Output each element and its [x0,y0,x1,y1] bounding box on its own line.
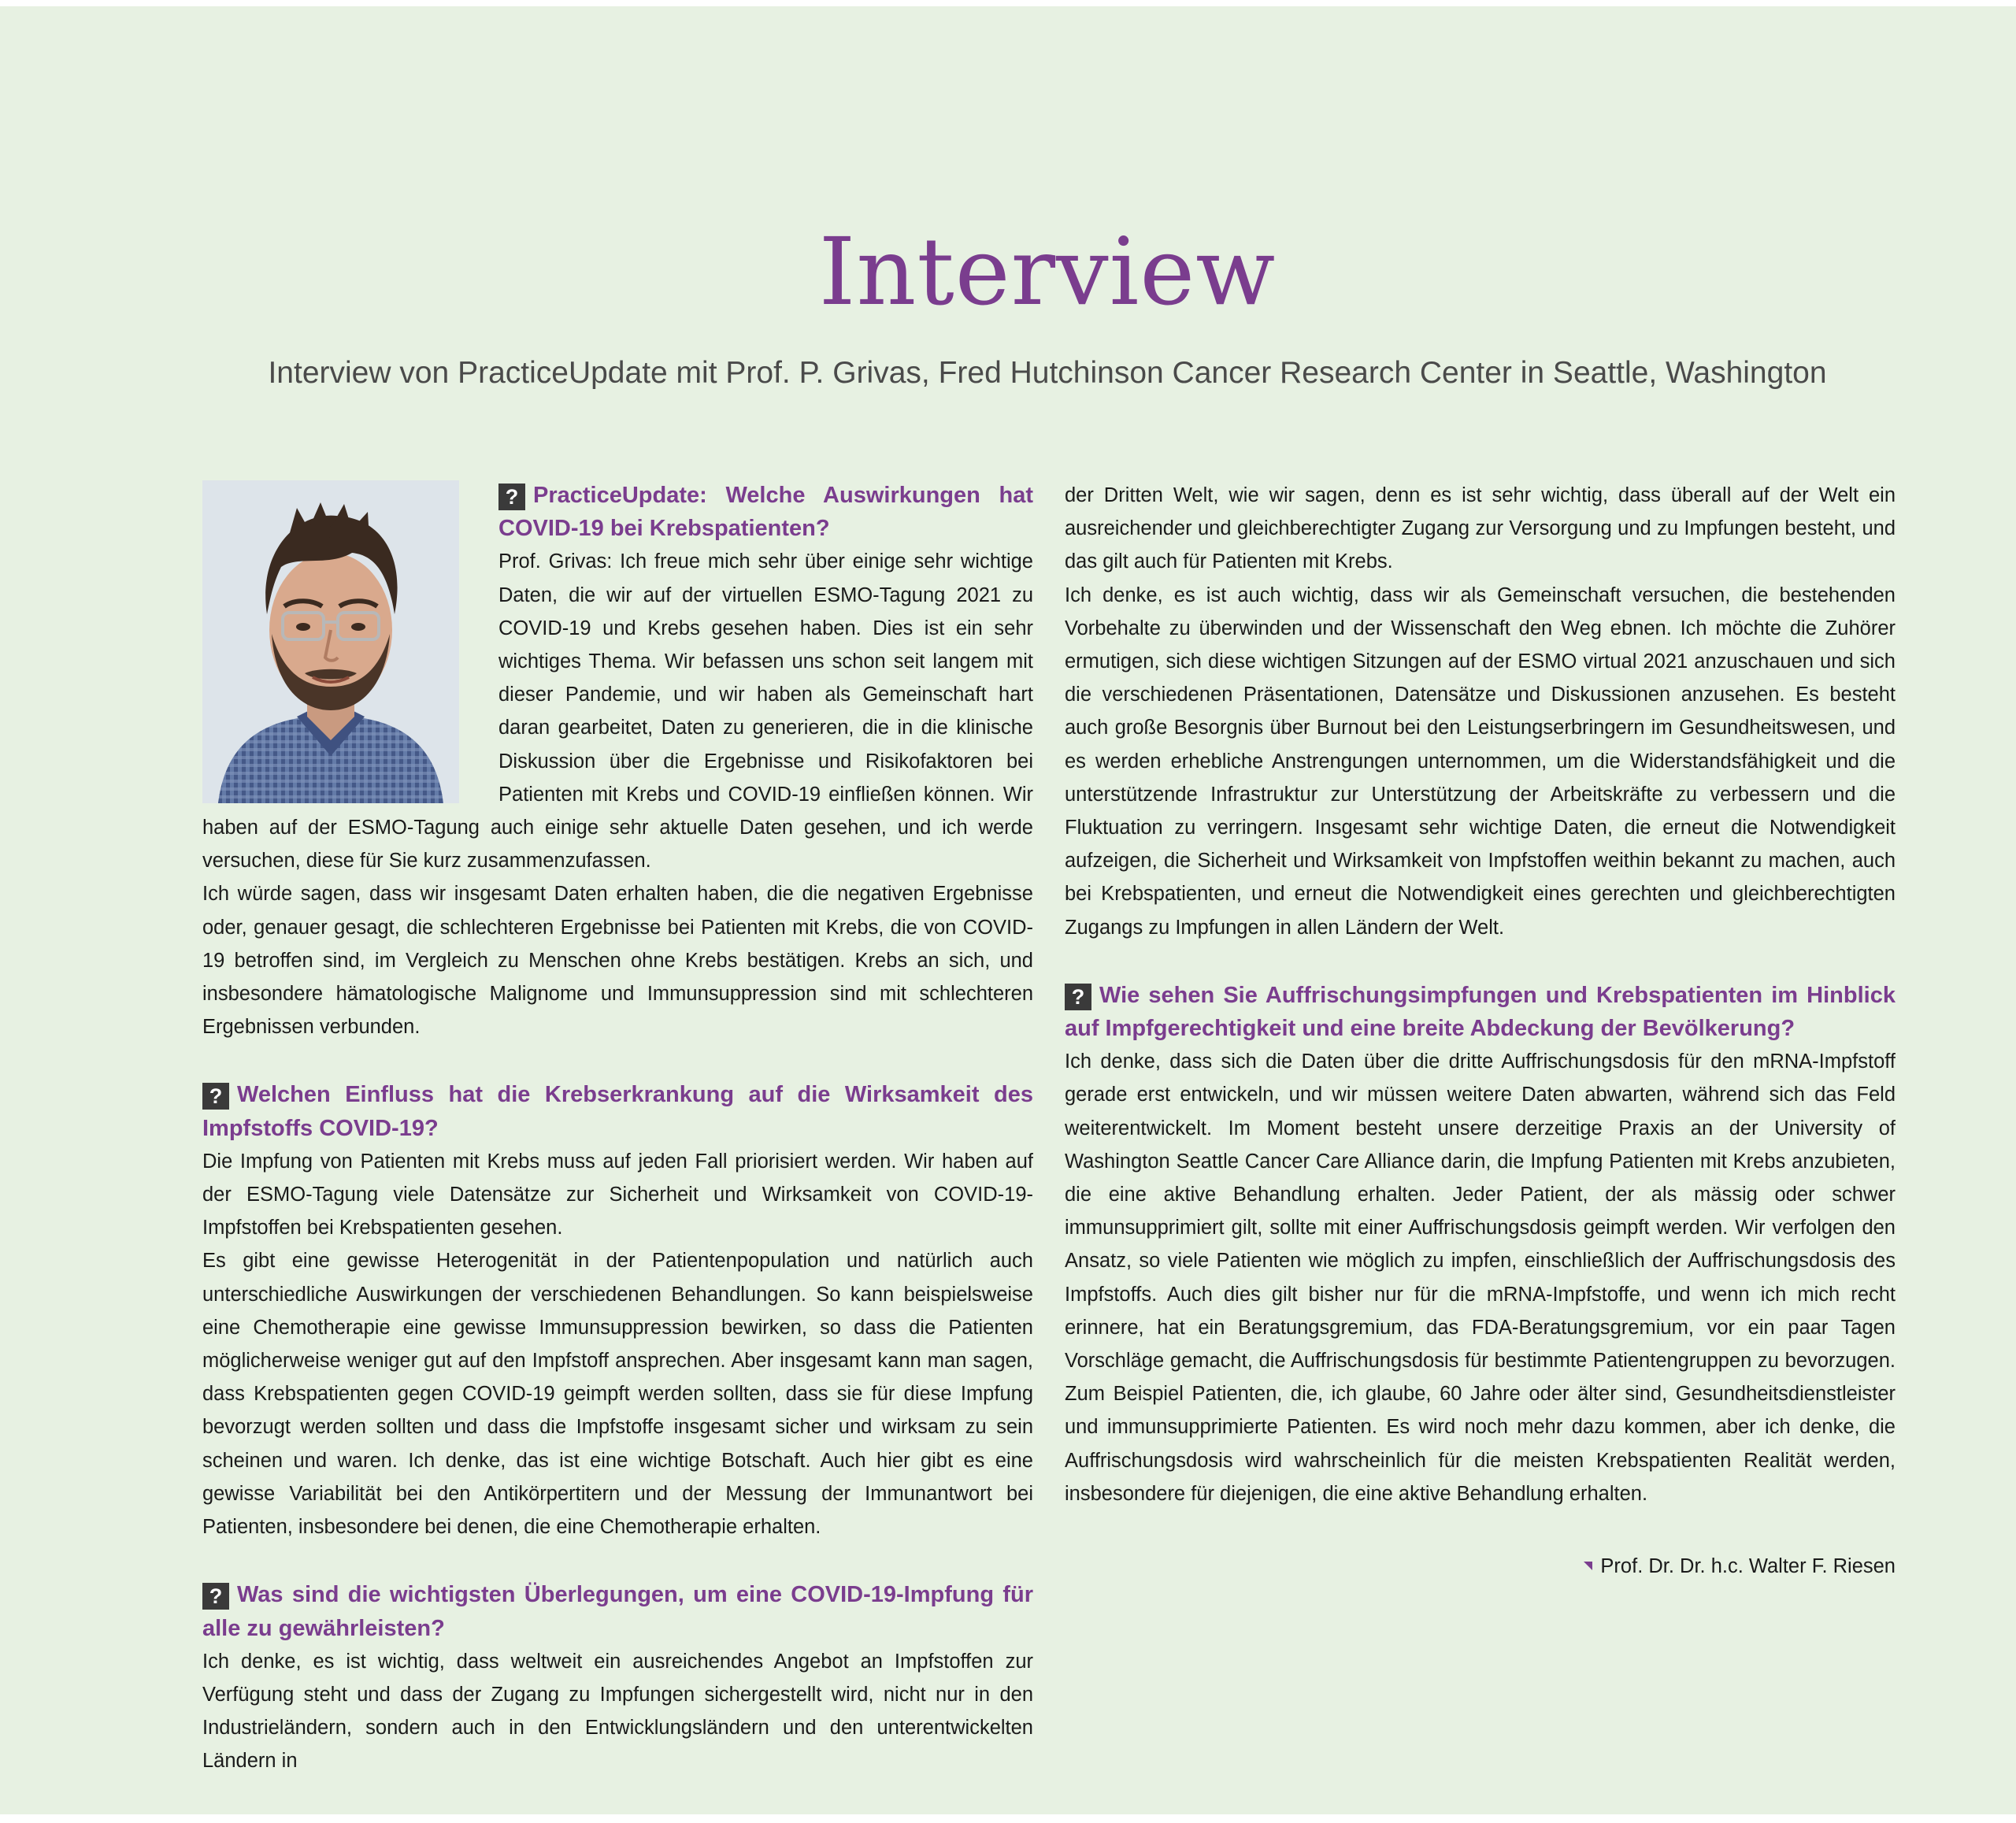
question-4 [1065,979,1896,1045]
question-2 [202,1078,1033,1144]
question-box-icon: ? [202,1583,229,1610]
portrait-illustration [202,480,459,803]
question-3-text: Was sind die wichtigsten Überlegungen, um eine COVID-19-Impfung für alle zu gewährleisten? [202,1582,1033,1641]
page [0,6,2016,1814]
author-name: Prof. Dr. Dr. h.c. Walter F. Riesen [1600,1555,1896,1578]
author-line [1065,1550,1896,1583]
answer-3-paragraph-2: Ich denke, es ist auch wichtig, dass wir als Gemeinschaft versuchen, die bestehenden Vorbehalte zu überwinden und der Wissenschaft den Weg ebnen. Ich möchte die Zuhörer ermutigen, sich diese wichtigen Sitzungen auf der ESMO virtual 2021 anzuschauen und sich die verschiedenen Präsentationen, Datensätze und Diskussionen anzusehen. Es besteht auch große Besorgnis über Burnout bei den Leistungserbringern im Gesundheitswesen, und es werden erhebliche Anstrengungen unternommen, um die Widerstandsfähigkeit und die unterstützende Infrastruktur zur Unterstützung der Arbeitskräfte zu verbessern und die Fluktuation zu verringern. Insgesamt sehr wichtige Daten, die erneut die Notwendigkeit aufzeigen, die Sicherheit und Wirksamkeit von Impfstoffen weithin bekannt zu machen, auch bei Krebspatienten, und erneut die Notwendigkeit eines gerechten und gleichberechtigten Zugangs zu Impfungen in allen Ländern der Welt. [1065,584,1896,939]
left-column [202,479,1033,1778]
answer-3-paragraph-1-continued: der Dritten Welt, wie wir sagen, denn es ist sehr wichtig, dass überall auf der Welt ein ausreichender und gleichberechtigter Zugang zur Versorgung und zu Impfungen besteht, und das gilt auch für Patienten mit Krebs. [1065,484,1896,573]
question-3 [202,1578,1033,1644]
triangle-marker-icon [1584,1562,1592,1570]
question-2-text: Welchen Einfluss hat die Krebserkrankung auf die Wirksamkeit des Impfstoffs COVID-19? [202,1082,1033,1141]
page-subtitle: Interview von PracticeUpdate mit Prof. P. Grivas, Fred Hutchinson Cancer Research Center in Seattle, Washington [268,356,1827,390]
answer-2-paragraph-2: Es gibt eine gewisse Heterogenität in der Patientenpopulation und natürlich auch unterschiedliche Auswirkungen der verschiedenen Behandlungen. So kann beispielsweise eine Chemotherapie eine gewisse Immunsuppression bewirken, so dass die Patienten möglicherweise weniger gut auf den Impfstoff ansprechen. Aber insgesamt kann man sagen, dass Krebspatienten gegen COVID-19 geimpft werden sollten, dass sie für diese Impfung bevorzugt werden sollten und dass die Impfstoffe insgesamt sicher und wirksam zu sein scheinen und waren. Ich denke, das ist eine wichtige Botschaft. Auch hier gibt es eine gewisse Variabilität bei den Antikörpertitern und der Messung der Immunantwort bei Patienten, insbesondere bei denen, die eine Chemotherapie erhalten. [202,1250,1033,1539]
question-box-icon: ? [498,484,525,510]
question-4-text: Wie sehen Sie Auffrischungsimpfungen und Krebspatienten im Hinblick auf Impfgerechtigkeit und eine breite Abdeckung der Bevölkerung? [1065,982,1896,1042]
answer-2-paragraph-1: Die Impfung von Patienten mit Krebs muss auf jeden Fall priorisiert werden. Wir haben auf der ESMO-Tagung viele Datensätze zur Sicherheit und Wirksamkeit von COVID-19-Impfstoffen bei Krebspatienten gesehen. [202,1150,1033,1239]
answer-3-paragraph-1: Ich denke, es ist wichtig, dass weltweit ein ausreichendes Angebot an Impfstoffen zur Verfügung steht und dass der Zugang zu Impfungen sichergestellt wird, nicht nur in den Industrieländern, sondern auch in den Entwicklungsländern und den unterentwickelten Ländern in [202,1650,1033,1773]
right-column [1065,479,1896,1583]
question-box-icon: ? [1065,984,1091,1010]
interviewee-photo [202,480,459,803]
answer-1-paragraph-2: Ich würde sagen, dass wir insgesamt Daten erhalten haben, die die negativen Ergebnisse oder, genauer gesagt, die schlechteren Ergebnisse bei Patienten mit Krebs, die von COVID-19 betroffen sind, im Vergleich zu Menschen ohne Krebs bestätigen. Krebs an sich, und insbesondere hämatologische Malignome und Immunsuppression sind mit schlechteren Ergebnissen verbunden. [202,883,1033,1039]
answer-4-paragraph-1: Ich denke, dass sich die Daten über die dritte Auffrischungsdosis für den mRNA-Impfstoff gerade erst entwickeln, und wir müssen weitere Daten abwarten, während sich das Feld weiterentwickelt. Im Moment besteht unsere derzeitige Praxis an der University of Washington Seattle Cancer Care Alliance darin, die Impfung Patienten mit Krebs anzubieten, die eine aktive Behandlung erhalten. Jeder Patient, der als mässig oder schwer immunsupprimiert gilt, sollte mit einer Auffrischungsdosis geimpft werden. Wir verfolgen den Ansatz, so viele Patienten wie möglich zu impfen, einschließlich der Auffrischungsdosis des Impfstoffs. Auch dies gilt bisher nur für die mRNA-Impfstoffe, und wenn ich mich recht erinnere, hat ein Beratungsgremium, das FDA-Beratungsgremium, vor ein paar Tagen Vorschläge gemacht, die Auffrischungsdosis für bestimmte Patientengruppen zu bevorzugen. Zum Beispiel Patienten, die, ich glaube, 60 Jahre oder älter sind, Gesundheitsdienstleister und immunsupprimierte Patienten. Es wird noch mehr dazu kommen, aber ich denke, die Auffrischungsdosis wird wahrscheinlich für die meisten Krebspatienten Realität werden, insbesondere für diejenigen, die eine aktive Behandlung erhalten. [1065,1050,1896,1505]
answer-1-paragraph-1: Prof. Grivas: Ich freue mich sehr über einige sehr wichtige Daten, die wir auf der virtuellen ESMO-Tagung 2021 zu COVID-19 und Krebs gesehen haben. Dies ist ein sehr wichtiges Thema. Wir befassen uns schon seit langem mit dieser Pandemie, und wir haben als Gemeinschaft hart daran gearbeitet, Daten zu generieren, die in die klinische Diskussion über die Ergebnisse und Risikofaktoren bei Patienten mit Krebs und COVID-19 einfließen können. Wir haben auf der ESMO-Tagung auch einige sehr aktuelle Daten gesehen, und ich werde versuchen, diese für Sie kurz zusammenzufassen. [202,550,1033,873]
page-title: Interview [818,217,1277,326]
question-box-icon: ? [202,1083,229,1110]
question-1-text: PracticeUpdate: Welche Auswirkungen hat COVID-19 bei Krebspatienten? [498,483,1033,542]
